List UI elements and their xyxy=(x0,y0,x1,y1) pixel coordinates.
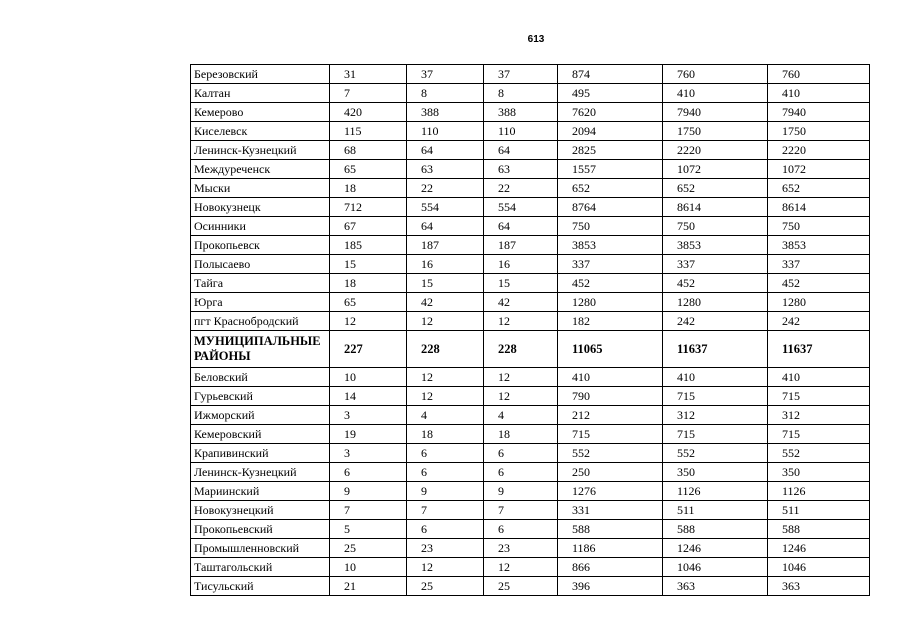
table-cell: 760 xyxy=(663,65,768,84)
table-row xyxy=(191,255,870,274)
table-cell: 228 xyxy=(407,331,484,368)
table-cell: 350 xyxy=(663,463,768,482)
table-row xyxy=(191,179,870,198)
table-cell: 11637 xyxy=(663,331,768,368)
table-cell: 337 xyxy=(558,255,663,274)
row-label: МУНИЦИПАЛЬНЫЕ РАЙОНЫ xyxy=(191,331,330,368)
table-cell: 7 xyxy=(407,501,484,520)
table-cell: 63 xyxy=(407,160,484,179)
table-cell: 14 xyxy=(330,387,407,406)
table-cell: 652 xyxy=(558,179,663,198)
table-cell: 2094 xyxy=(558,122,663,141)
row-label: Юрга xyxy=(191,293,330,312)
table-cell: 18 xyxy=(484,425,558,444)
table-cell: 6 xyxy=(484,444,558,463)
table-cell: 110 xyxy=(484,122,558,141)
table-cell: 2825 xyxy=(558,141,663,160)
row-label: Новокузнецк xyxy=(191,198,330,217)
table-cell: 1276 xyxy=(558,482,663,501)
table-cell: 18 xyxy=(330,274,407,293)
table-row xyxy=(191,217,870,236)
table-cell: 420 xyxy=(330,103,407,122)
table-cell: 250 xyxy=(558,463,663,482)
table-cell: 19 xyxy=(330,425,407,444)
table-cell: 12 xyxy=(407,558,484,577)
table-cell: 363 xyxy=(663,577,768,596)
table-group-row xyxy=(191,331,870,368)
table-cell: 511 xyxy=(663,501,768,520)
table-cell: 7620 xyxy=(558,103,663,122)
table-cell: 12 xyxy=(330,312,407,331)
table-cell: 8764 xyxy=(558,198,663,217)
table-cell: 12 xyxy=(484,387,558,406)
table-row xyxy=(191,293,870,312)
table-cell: 495 xyxy=(558,84,663,103)
table-cell: 65 xyxy=(330,160,407,179)
table-cell: 588 xyxy=(663,520,768,539)
table-cell: 312 xyxy=(663,406,768,425)
table-cell: 1126 xyxy=(663,482,768,501)
table-cell: 410 xyxy=(663,84,768,103)
table-body xyxy=(191,65,870,596)
table-cell: 396 xyxy=(558,577,663,596)
table-cell: 1280 xyxy=(768,293,870,312)
row-label: Тайга xyxy=(191,274,330,293)
table-cell: 63 xyxy=(484,160,558,179)
table-cell: 9 xyxy=(330,482,407,501)
table-cell: 3853 xyxy=(768,236,870,255)
table-row xyxy=(191,368,870,387)
table-cell: 1246 xyxy=(663,539,768,558)
table-cell: 22 xyxy=(407,179,484,198)
table-cell: 12 xyxy=(407,387,484,406)
table-cell: 588 xyxy=(558,520,663,539)
table-cell: 8 xyxy=(484,84,558,103)
table-cell: 18 xyxy=(330,179,407,198)
row-label: Крапивинский xyxy=(191,444,330,463)
row-label: Кемеровский xyxy=(191,425,330,444)
table-cell: 715 xyxy=(768,425,870,444)
table-row xyxy=(191,84,870,103)
table-cell: 15 xyxy=(330,255,407,274)
table-cell: 363 xyxy=(768,577,870,596)
table-cell: 5 xyxy=(330,520,407,539)
table-cell: 67 xyxy=(330,217,407,236)
table-cell: 410 xyxy=(768,84,870,103)
table-row xyxy=(191,501,870,520)
table-row xyxy=(191,539,870,558)
table-cell: 4 xyxy=(407,406,484,425)
table-cell: 1557 xyxy=(558,160,663,179)
table-cell: 6 xyxy=(407,463,484,482)
table-cell: 331 xyxy=(558,501,663,520)
table-cell: 23 xyxy=(407,539,484,558)
row-label: Мариинский xyxy=(191,482,330,501)
table-cell: 228 xyxy=(484,331,558,368)
table-cell: 227 xyxy=(330,331,407,368)
table-cell: 715 xyxy=(663,425,768,444)
page-number: 613 xyxy=(527,34,545,45)
table-row xyxy=(191,236,870,255)
table-row xyxy=(191,65,870,84)
table-cell: 15 xyxy=(407,274,484,293)
table-row xyxy=(191,444,870,463)
table-cell: 750 xyxy=(768,217,870,236)
table-cell: 7 xyxy=(330,501,407,520)
table-cell: 10 xyxy=(330,558,407,577)
table-row xyxy=(191,463,870,482)
table-cell: 3853 xyxy=(663,236,768,255)
table-cell: 11065 xyxy=(558,331,663,368)
table-cell: 1750 xyxy=(768,122,870,141)
table-cell: 1046 xyxy=(768,558,870,577)
table-cell: 452 xyxy=(663,274,768,293)
row-label: Таштагольский xyxy=(191,558,330,577)
table-row xyxy=(191,312,870,331)
table-row xyxy=(191,425,870,444)
table-cell: 115 xyxy=(330,122,407,141)
table-cell: 1046 xyxy=(663,558,768,577)
table-cell: 1280 xyxy=(558,293,663,312)
table-cell: 4 xyxy=(484,406,558,425)
table-cell: 8 xyxy=(407,84,484,103)
table-cell: 12 xyxy=(484,312,558,331)
table-cell: 554 xyxy=(407,198,484,217)
table-cell: 25 xyxy=(330,539,407,558)
table-row xyxy=(191,141,870,160)
row-label: Киселевск xyxy=(191,122,330,141)
table-cell: 37 xyxy=(407,65,484,84)
table-cell: 337 xyxy=(768,255,870,274)
table-cell: 350 xyxy=(768,463,870,482)
table-cell: 8614 xyxy=(768,198,870,217)
table-cell: 750 xyxy=(558,217,663,236)
table-cell: 410 xyxy=(663,368,768,387)
table-cell: 388 xyxy=(407,103,484,122)
table-cell: 25 xyxy=(484,577,558,596)
row-label: Ленинск-Кузнецкий xyxy=(191,141,330,160)
table-cell: 312 xyxy=(768,406,870,425)
table-cell: 1750 xyxy=(663,122,768,141)
table-cell: 182 xyxy=(558,312,663,331)
table-cell: 64 xyxy=(407,217,484,236)
table-cell: 1072 xyxy=(663,160,768,179)
row-label: Новокузнецкий xyxy=(191,501,330,520)
table-cell: 185 xyxy=(330,236,407,255)
table-cell: 12 xyxy=(484,558,558,577)
table-cell: 64 xyxy=(407,141,484,160)
row-label: Ижморский xyxy=(191,406,330,425)
table-cell: 212 xyxy=(558,406,663,425)
table-row xyxy=(191,577,870,596)
table-cell: 7940 xyxy=(663,103,768,122)
table-cell: 6 xyxy=(407,444,484,463)
table-cell: 12 xyxy=(407,312,484,331)
row-label: Кемерово xyxy=(191,103,330,122)
table-cell: 23 xyxy=(484,539,558,558)
table-cell: 552 xyxy=(768,444,870,463)
table-cell: 11637 xyxy=(768,331,870,368)
table-cell: 2220 xyxy=(663,141,768,160)
row-label: Ленинск-Кузнецкий xyxy=(191,463,330,482)
table-cell: 866 xyxy=(558,558,663,577)
table-cell: 652 xyxy=(768,179,870,198)
row-label: Осинники xyxy=(191,217,330,236)
table-cell: 715 xyxy=(663,387,768,406)
table-cell: 3853 xyxy=(558,236,663,255)
table-cell: 64 xyxy=(484,217,558,236)
table-cell: 3 xyxy=(330,406,407,425)
table-cell: 18 xyxy=(407,425,484,444)
table-cell: 65 xyxy=(330,293,407,312)
table-cell: 31 xyxy=(330,65,407,84)
table-row xyxy=(191,558,870,577)
table-cell: 64 xyxy=(484,141,558,160)
table-cell: 187 xyxy=(484,236,558,255)
table-cell: 242 xyxy=(663,312,768,331)
table-cell: 6 xyxy=(484,520,558,539)
table-row xyxy=(191,482,870,501)
table-row xyxy=(191,274,870,293)
table-cell: 7940 xyxy=(768,103,870,122)
row-label: пгт Краснобродский xyxy=(191,312,330,331)
table-cell: 874 xyxy=(558,65,663,84)
row-label: Полысаево xyxy=(191,255,330,274)
table-row xyxy=(191,520,870,539)
table-cell: 9 xyxy=(484,482,558,501)
table-cell: 388 xyxy=(484,103,558,122)
table-cell: 715 xyxy=(768,387,870,406)
table-cell: 6 xyxy=(330,463,407,482)
table-cell: 15 xyxy=(484,274,558,293)
table-row xyxy=(191,160,870,179)
table-cell: 715 xyxy=(558,425,663,444)
table-cell: 410 xyxy=(768,368,870,387)
table-cell: 760 xyxy=(768,65,870,84)
table-cell: 1280 xyxy=(663,293,768,312)
table-row xyxy=(191,406,870,425)
table-cell: 187 xyxy=(407,236,484,255)
table-cell: 37 xyxy=(484,65,558,84)
table-cell: 22 xyxy=(484,179,558,198)
row-label: Гурьевский xyxy=(191,387,330,406)
table-cell: 9 xyxy=(407,482,484,501)
table-row xyxy=(191,122,870,141)
table-cell: 652 xyxy=(663,179,768,198)
table-cell: 712 xyxy=(330,198,407,217)
table-cell: 242 xyxy=(768,312,870,331)
table-cell: 552 xyxy=(663,444,768,463)
data-table xyxy=(190,64,870,596)
table-cell: 7 xyxy=(330,84,407,103)
table-cell: 42 xyxy=(484,293,558,312)
row-label: Промышленновский xyxy=(191,539,330,558)
table-cell: 750 xyxy=(663,217,768,236)
row-label: Тисульский xyxy=(191,577,330,596)
table-cell: 1186 xyxy=(558,539,663,558)
table-cell: 1246 xyxy=(768,539,870,558)
table-cell: 110 xyxy=(407,122,484,141)
table-cell: 6 xyxy=(484,463,558,482)
table-cell: 410 xyxy=(558,368,663,387)
table-cell: 10 xyxy=(330,368,407,387)
table-cell: 1072 xyxy=(768,160,870,179)
table-cell: 452 xyxy=(768,274,870,293)
table-cell: 16 xyxy=(407,255,484,274)
table-cell: 12 xyxy=(407,368,484,387)
table-row xyxy=(191,103,870,122)
table-cell: 2220 xyxy=(768,141,870,160)
row-label: Березовский xyxy=(191,65,330,84)
table-cell: 42 xyxy=(407,293,484,312)
table-cell: 8614 xyxy=(663,198,768,217)
table-row xyxy=(191,387,870,406)
table-cell: 1126 xyxy=(768,482,870,501)
row-label: Мыски xyxy=(191,179,330,198)
table-cell: 452 xyxy=(558,274,663,293)
table-cell: 16 xyxy=(484,255,558,274)
table-cell: 21 xyxy=(330,577,407,596)
table-row xyxy=(191,198,870,217)
row-label: Калтан xyxy=(191,84,330,103)
row-label: Беловский xyxy=(191,368,330,387)
row-label: Прокопьевск xyxy=(191,236,330,255)
row-label: Прокопьевский xyxy=(191,520,330,539)
table-cell: 337 xyxy=(663,255,768,274)
table-cell: 511 xyxy=(768,501,870,520)
table-cell: 3 xyxy=(330,444,407,463)
table-cell: 554 xyxy=(484,198,558,217)
table-cell: 790 xyxy=(558,387,663,406)
row-label: Междуреченск xyxy=(191,160,330,179)
table-cell: 6 xyxy=(407,520,484,539)
table-cell: 12 xyxy=(484,368,558,387)
table-cell: 552 xyxy=(558,444,663,463)
table-cell: 7 xyxy=(484,501,558,520)
table-cell: 25 xyxy=(407,577,484,596)
table-cell: 68 xyxy=(330,141,407,160)
table-cell: 588 xyxy=(768,520,870,539)
